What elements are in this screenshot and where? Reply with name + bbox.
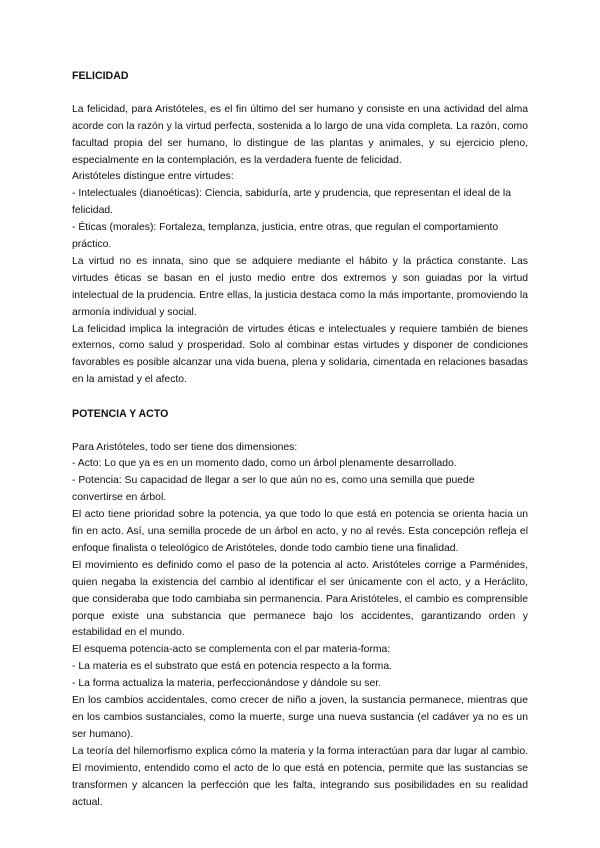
list-item: - La forma actualiza la materia, perfeccionándose y dándole su ser. (72, 678, 382, 690)
list-item: - La materia es el substrato que está en potencia respecto a la forma. (72, 661, 392, 673)
section-potencia-y-acto (72, 406, 528, 812)
paragraph: La felicidad implica la integración de virtudes éticas e intelectuales y requiere también de bienes externos, como salud y prosperidad. Solo al combinar estas virtudes y disponer de condiciones favorables es posible alcanzar una vida buena, plena y solidaria, cimentada en relaciones basadas en la amistad y el afecto. (72, 323, 528, 386)
paragraph: El esquema potencia-acto se complementa con el par materia-forma: (72, 644, 391, 656)
paragraph: El movimiento es definido como el paso de la potencia al acto. Aristóteles corrige a Parménides, quien negaba la existencia del cambio al identificar el ser únicamente con el acto, y a Heráclito, que consideraba que todo cambiaba sin permanencia. Para Aristóteles, el cambio es comprensible porque existe una substancia que permanece bajo los accidentes, garantizando orden y estabilidad en el mundo. (72, 559, 528, 639)
paragraph: La felicidad, para Aristóteles, es el fin último del ser humano y consiste en una actividad del alma acorde con la razón y la virtud perfecta, sostenida a lo largo de una vida completa. La razón, como facultad propia del ser humano, lo distingue de las plantas y animales, y su ejercicio pleno, especialmente en la contemplación, es la verdadera fuente de felicidad. (72, 103, 528, 166)
paragraph: La teoría del hilemorfismo explica cómo la materia y la forma interactúan para dar lugar al cambio. El movimiento, entendido como el acto de lo que está en potencia, permite que las sustancias se transformen y alcancen la perfección que les falta, integrando sus posibilidades en su realidad actual. (72, 745, 528, 808)
paragraph: El acto tiene prioridad sobre la potencia, ya que todo lo que está en potencia se orienta hacia un fin en acto. Así, una semilla procede de un árbol en acto, y no al revés. Esta concepción refleja el enfoque finalista o teleológico de Aristóteles, donde todo cambio tiene una finalidad. (72, 509, 528, 554)
list-item: - Intelectuales (dianoéticas): Ciencia, sabiduría, arte y prudencia, que representan el ideal de la felicidad. (72, 188, 511, 217)
paragraph: Aristóteles distingue entre virtudes: (72, 171, 234, 183)
document-page (72, 68, 528, 811)
list-item: - Éticas (morales): Fortaleza, templanza, justicia, entre otras, que regulan el comportamiento práctico. (72, 222, 499, 251)
paragraph: En los cambios accidentales, como crecer de niño a joven, la sustancia permanece, mientras que en los cambios sustanciales, como la muerte, surge una nueva sustancia (el cadáver ya no es un ser humano). (72, 695, 528, 740)
section-heading: POTENCIA Y ACTO (72, 407, 169, 420)
section-heading: FELICIDAD (72, 70, 129, 82)
section-felicidad (72, 68, 528, 389)
list-item: - Potencia: Su capacidad de llegar a ser lo que aún no es, como una semilla que puede convertirse en árbol. (72, 475, 475, 504)
paragraph: Para Aristóteles, todo ser tiene dos dimensiones: (72, 441, 298, 453)
paragraph: La virtud no es innata, sino que se adquiere mediante el hábito y la práctica constante. Las virtudes éticas se basan en el justo medio entre dos extremos y son guiadas por la virtud intelectual de la prudencia. Entre ellas, la justicia destaca como la más importante, promoviendo la armonía individual y social. (72, 255, 528, 318)
list-item: - Acto: Lo que ya es en un momento dado, como un árbol plenamente desarrollado. (72, 458, 457, 470)
